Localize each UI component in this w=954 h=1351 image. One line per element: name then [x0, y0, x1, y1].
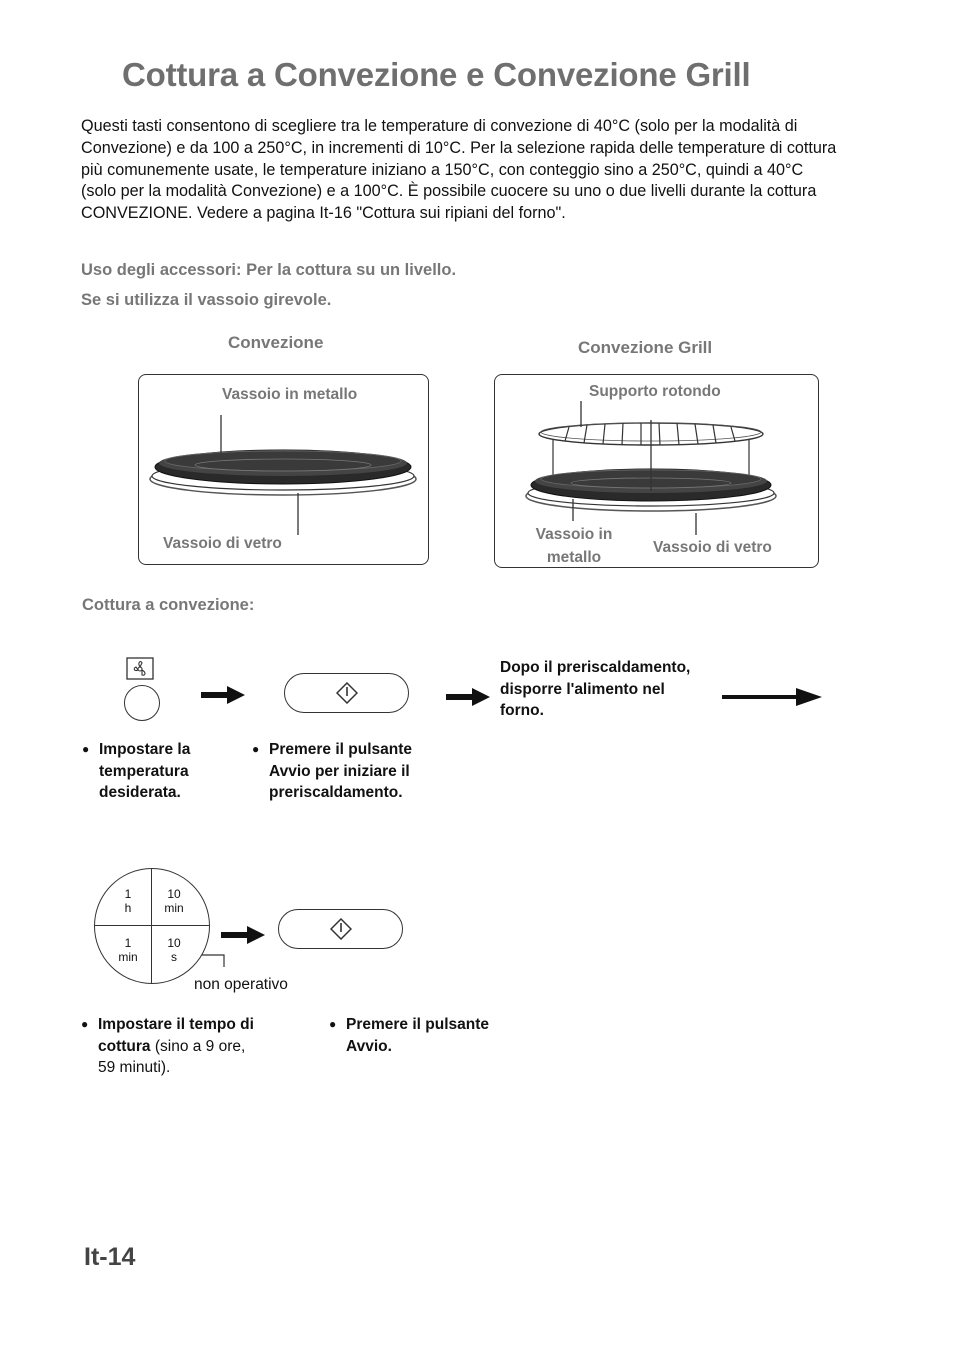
- set-cooking-time-instruction: ● Impostare il tempo di cottura (sino a 9 ore, 59 minuti).: [81, 1016, 254, 1076]
- arrow-icon: [201, 686, 245, 704]
- start-icon: [336, 682, 358, 704]
- page-number: It-14: [84, 1243, 136, 1271]
- after-preheat-instruction: Dopo il preriscaldamento, disporre l'alimento nel forno.: [500, 659, 691, 719]
- start-icon: [330, 918, 352, 940]
- convection-grill-diagram-title: Convezione Grill: [578, 338, 713, 357]
- time-dial[interactable]: [94, 868, 210, 984]
- dial-hours[interactable]: 1 h: [124, 887, 132, 915]
- round-rack-label: Supporto rotondo: [589, 383, 721, 400]
- set-temperature-instruction: ● Impostare la temperatura desiderata.: [82, 741, 191, 801]
- page-title: Cottura a Convezione e Convezione Grill: [122, 56, 751, 93]
- convection-fan-icon: [126, 657, 156, 681]
- accessories-heading: Uso degli accessori: Per la cottura su un livello.: [81, 261, 457, 279]
- dial-minutes[interactable]: 1 min: [118, 936, 138, 964]
- metal-tray-label-grill: Vassoio in metallo: [535, 526, 613, 566]
- dial-ten-minutes[interactable]: 10 min: [164, 887, 184, 915]
- metal-tray-label: Vassoio in metallo: [222, 386, 358, 403]
- non-operative-note: non operativo: [194, 976, 288, 993]
- arrow-icon: [221, 926, 265, 944]
- convection-button[interactable]: [124, 685, 160, 721]
- turntable-heading: Se si utilizza il vassoio girevole.: [81, 291, 332, 309]
- dial-ten-seconds[interactable]: 10 s: [167, 936, 181, 964]
- press-start-instruction: ● Premere il pulsante Avvio.: [329, 1016, 490, 1055]
- long-arrow-icon: [722, 688, 822, 706]
- start-button-2[interactable]: [278, 909, 403, 949]
- glass-tray-label-grill: Vassoio di vetro: [653, 539, 772, 556]
- intro-paragraph: Questi tasti consentono di scegliere tra le temperature di convezione di 40°C (solo per la modalità di Convezione) e da 100 a 250°C, in incrementi di 10°C. Per la selezione rapida delle temperature di cottura più comunemente usate, le temperature iniziano a 150°C, con conteggio sino a 250°C, quindi a 40°C (solo per la modalità Convezione) e a 100°C. È possibile cuocere su uno o due livelli durante la cottura CONVEZIONE. Vedere a pagina It-16 "Cottura sui ripiani del forno".: [81, 117, 837, 223]
- convection-diagram: [138, 374, 429, 565]
- press-start-preheat-instruction: ● Premere il pulsante Avvio per iniziare il preriscaldamento.: [252, 741, 413, 801]
- convection-diagram-title: Convezione: [228, 333, 324, 352]
- convection-grill-diagram: [494, 374, 819, 568]
- arrow-icon: [446, 688, 490, 706]
- start-button[interactable]: [284, 673, 409, 713]
- convection-cooking-heading: Cottura a convezione:: [82, 596, 255, 614]
- glass-tray-label: Vassoio di vetro: [163, 535, 282, 552]
- non-operative-bracket: [200, 950, 230, 970]
